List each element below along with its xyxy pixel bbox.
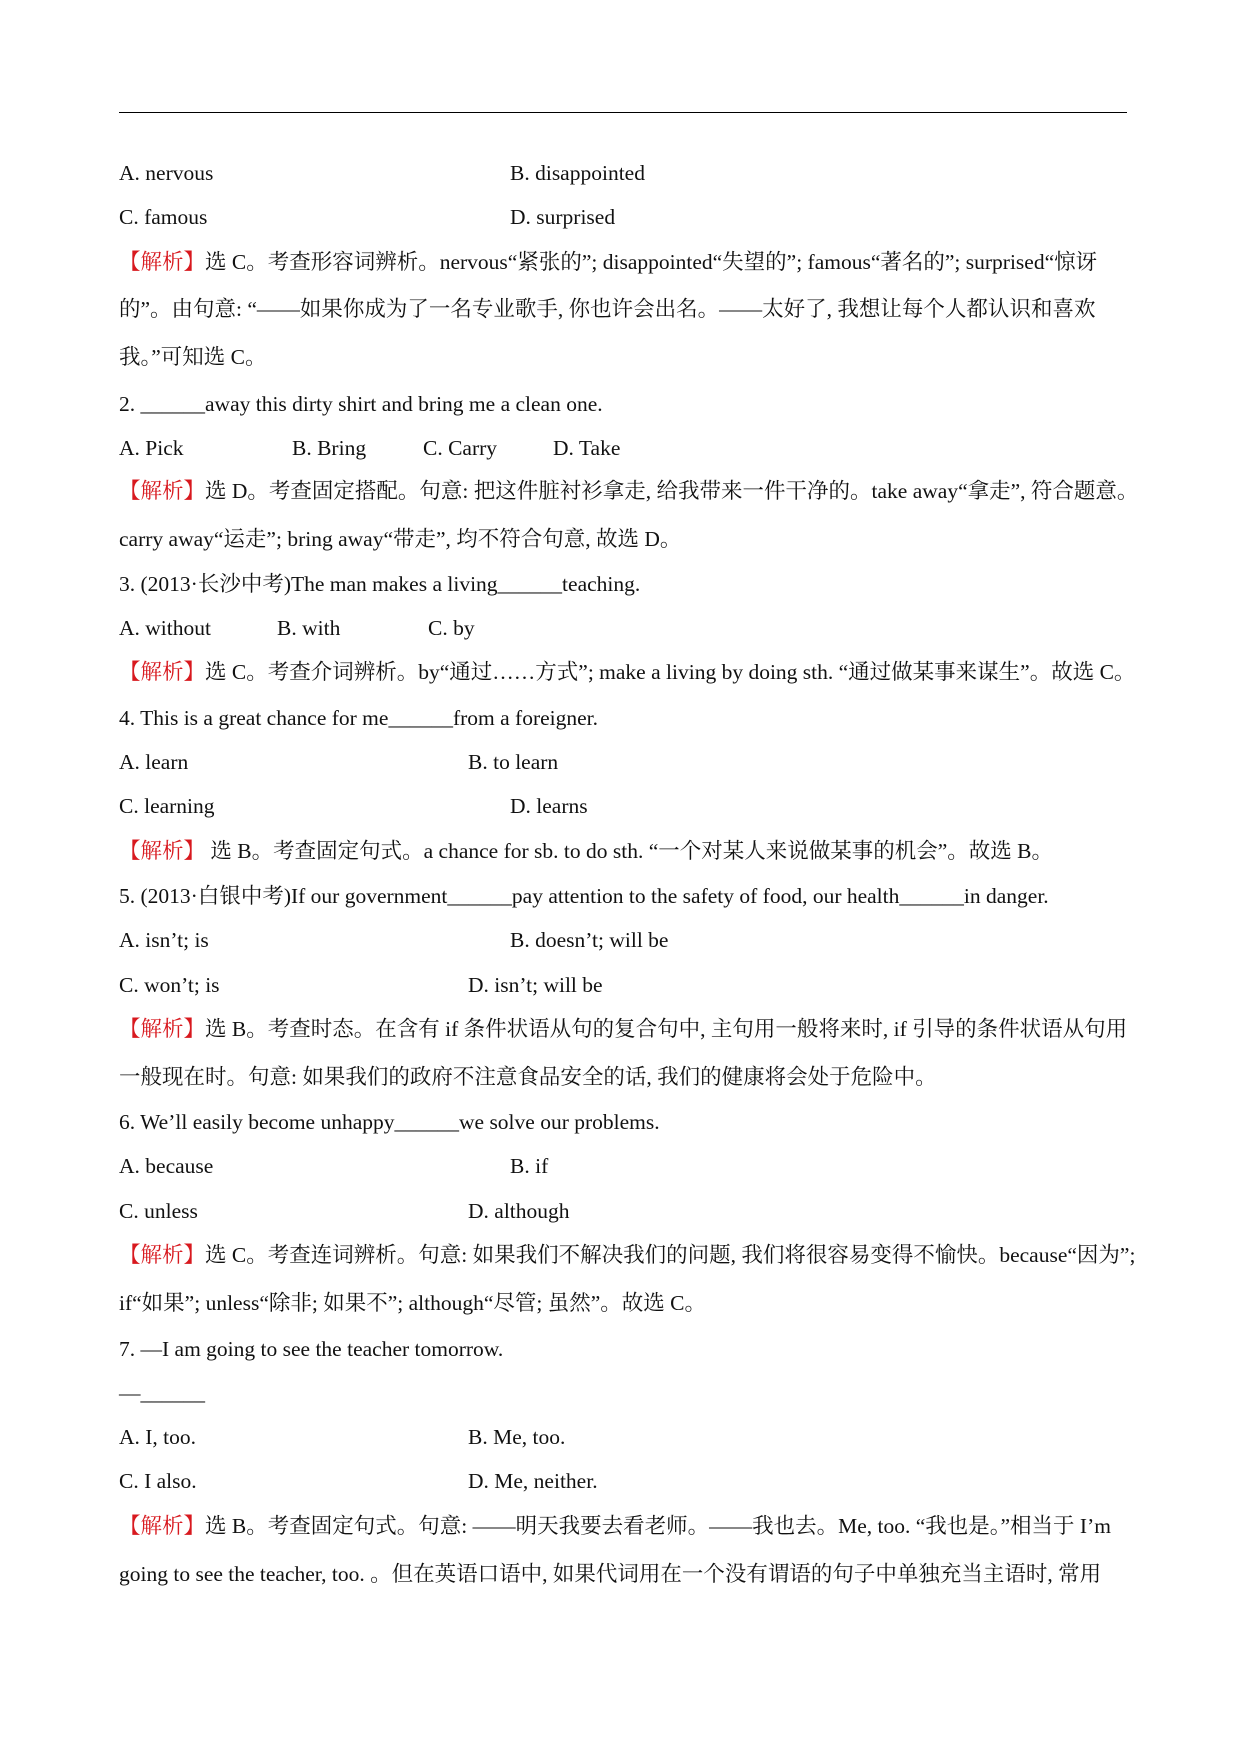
q6-option-c: C. unless (119, 1199, 198, 1223)
q4-analysis-text: 选 B。考查固定句式。a chance for sb. to do sth. “一个对某人来说做某事的机会”。故选 B。 (205, 839, 1053, 863)
q4-option-a: A. learn (119, 750, 189, 774)
q3-option-c: C. by (428, 616, 475, 640)
q5-option-d: D. isn’t; will be (468, 973, 603, 997)
analysis-tag: 【解析】 (119, 1514, 206, 1538)
q4-option-d: D. learns (510, 794, 588, 818)
q3-option-b: B. with (277, 616, 341, 640)
q7-option-a: A. I, too. (119, 1425, 197, 1449)
q1-analysis-line1 (119, 248, 1097, 276)
q3-analysis-text: 选 C。考查介词辨析。by“通过……方式”; make a living by doing sth. “通过做某事来谋生”。故选 C。 (205, 660, 1136, 684)
q7-analysis-text: 选 B。考查固定句式。句意: ——明天我要去看老师。——我也去。Me, too. “我也是。”相当于 I’m (205, 1514, 1111, 1538)
q2-analysis-line1 (119, 477, 1138, 505)
analysis-tag: 【解析】 (119, 1017, 206, 1041)
q5-stem: 5. (2013·白银中考)If our government______pay attention to the safety of food, our health______in danger. (119, 884, 1049, 908)
q7-analysis-line2: going to see the teacher, too. 。但在英语口语中, 如果代词用在一个没有谓语的句子中单独充当主语时, 常用 (119, 1562, 1102, 1586)
q6-option-b: B. if (510, 1154, 549, 1178)
q4-option-c: C. learning (119, 794, 215, 818)
q6-option-d: D. although (468, 1199, 570, 1223)
q7-option-b: B. Me, too. (468, 1425, 566, 1449)
q2-stem: 2. ______away this dirty shirt and bring me a clean one. (119, 392, 603, 416)
q2-analysis-text: 选 D。考查固定搭配。句意: 把这件脏衬衫拿走, 给我带来一件干净的。take away“拿走”, 符合题意。 (205, 479, 1139, 503)
analysis-tag: 【解析】 (119, 479, 206, 503)
q7-option-c: C. I also. (119, 1469, 197, 1493)
q7-option-d: D. Me, neither. (468, 1469, 598, 1493)
q2-analysis-line2: carry away“运走”; bring away“带走”, 均不符合句意, 故选 D。 (119, 527, 682, 551)
q1-option-d: D. surprised (510, 205, 616, 229)
q5-analysis-line2: 一般现在时。句意: 如果我们的政府不注意食品安全的话, 我们的健康将会处于危险中。 (119, 1065, 937, 1089)
q5-option-a: A. isn’t; is (119, 928, 209, 952)
q4-option-b: B. to learn (468, 750, 559, 774)
q6-analysis-line1 (119, 1241, 1135, 1269)
q6-analysis-text: 选 C。考查连词辨析。句意: 如果我们不解决我们的问题, 我们将很容易变得不愉快。because“因为”; (205, 1243, 1136, 1267)
q1-option-c: C. famous (119, 205, 208, 229)
q5-option-b: B. doesn’t; will be (510, 928, 669, 952)
q1-analysis-line3: 我。”可知选 C。 (119, 345, 267, 369)
q7-stem: 7. —I am going to see the teacher tomorrow. (119, 1337, 504, 1361)
q1-option-b: B. disappointed (510, 161, 645, 185)
header-rule (119, 112, 1127, 113)
q6-analysis-line2: if“如果”; unless“除非; 如果不”; although“尽管; 虽然”。故选 C。 (119, 1291, 706, 1315)
analysis-tag: 【解析】 (119, 660, 206, 684)
q3-analysis-line1 (119, 658, 1135, 686)
q6-option-a: A. because (119, 1154, 214, 1178)
analysis-tag: 【解析】 (119, 839, 206, 863)
q2-option-d: D. Take (553, 436, 621, 460)
q6-stem: 6. We’ll easily become unhappy______we solve our problems. (119, 1110, 660, 1134)
q5-analysis-text: 选 B。考查时态。在含有 if 条件状语从句的复合句中, 主句用一般将来时, if 引导的条件状语从句用 (205, 1017, 1128, 1041)
q5-option-c: C. won’t; is (119, 973, 220, 997)
q1-analysis-line2: 的”。由句意: “——如果你成为了一名专业歌手, 你也许会出名。——太好了, 我想让每个人都认识和喜欢 (119, 297, 1096, 321)
q7-reply: —______ (119, 1381, 205, 1405)
q2-option-b: B. Bring (292, 436, 367, 460)
analysis-tag: 【解析】 (119, 1243, 206, 1267)
q1-option-a: A. nervous (119, 161, 214, 185)
analysis-tag: 【解析】 (119, 250, 206, 274)
q2-option-c: C. Carry (423, 436, 498, 460)
q3-option-a: A. without (119, 616, 211, 640)
q3-stem: 3. (2013·长沙中考)The man makes a living______teaching. (119, 572, 641, 596)
q7-analysis-line1 (119, 1512, 1111, 1540)
q1-analysis-text: 选 C。考查形容词辨析。nervous“紧张的”; disappointed“失望的”; famous“著名的”; surprised“惊讶 (205, 250, 1098, 274)
q5-analysis-line1 (119, 1015, 1127, 1043)
q4-stem: 4. This is a great chance for me______from a foreigner. (119, 706, 599, 730)
q2-option-a: A. Pick (119, 436, 184, 460)
q4-analysis-line1 (119, 837, 1053, 865)
